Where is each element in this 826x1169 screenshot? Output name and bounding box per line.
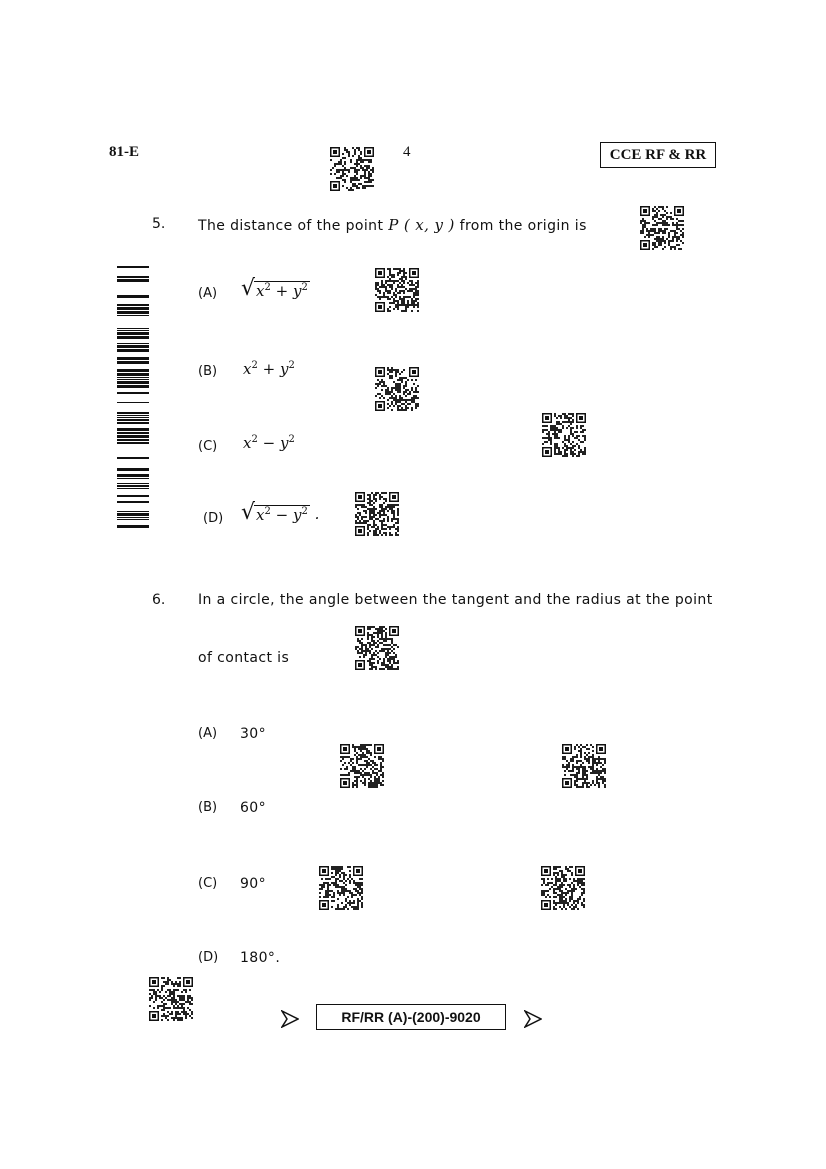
- arrow-right-icon: [524, 1010, 542, 1028]
- q6-option-d-label: (D): [198, 950, 219, 965]
- qr-code-icon: [640, 206, 684, 250]
- qr-code-icon: [340, 744, 384, 788]
- q6-option-d-value: 180°.: [240, 950, 281, 966]
- qr-code-icon: [375, 367, 419, 411]
- q5-option-b-label: (B): [198, 364, 218, 379]
- q6-option-c-value: 90°: [240, 876, 267, 892]
- question-6-number: 6.: [152, 592, 166, 608]
- page-number: 4: [403, 144, 411, 160]
- qr-code-icon: [149, 977, 193, 1021]
- qr-code-icon: [541, 866, 585, 910]
- q5-option-a-label: (A): [198, 286, 218, 301]
- q6-option-c-label: (C): [198, 876, 218, 891]
- qr-code-icon: [355, 492, 399, 536]
- paper-code: 81-E: [109, 144, 139, 160]
- question-5-text: The distance of the point P ( x, y ) from the origin is: [198, 216, 587, 234]
- q6-option-b-value: 60°: [240, 800, 267, 816]
- qr-code-icon: [355, 626, 399, 670]
- q5-option-a-expression: √ $x^2 + y^2$: [241, 276, 308, 301]
- footer-code-box: RF/RR (A)-(200)-9020: [316, 1004, 506, 1030]
- qr-code-icon: [562, 744, 606, 788]
- q5-option-c-label: (C): [198, 439, 218, 454]
- q6-option-a-label: (A): [198, 726, 218, 741]
- q5-option-d-label: (D): [203, 511, 224, 526]
- qr-code-icon: [542, 413, 586, 457]
- q5-option-d-expression: √ $x^2 - y^2$ .: [241, 500, 320, 525]
- q6-option-a-value: 30°: [240, 726, 267, 742]
- qr-code-icon: [319, 866, 363, 910]
- q5-option-c-expression: $x^2 - y^2$: [243, 434, 295, 452]
- q6-option-b-label: (B): [198, 800, 218, 815]
- question-6-text-line2: of contact is: [198, 650, 290, 666]
- question-6-text-line1: In a circle, the angle between the tangent and the radius at the point: [198, 592, 713, 608]
- q5-option-b-expression: $x^2 + y^2$: [243, 360, 295, 378]
- barcode-icon: [117, 266, 149, 528]
- arrow-right-icon: [281, 1010, 299, 1028]
- question-5-number: 5.: [152, 216, 166, 232]
- qr-code-icon: [375, 268, 419, 312]
- exam-type-box: CCE RF & RR: [600, 142, 716, 168]
- qr-code-icon: [330, 147, 374, 191]
